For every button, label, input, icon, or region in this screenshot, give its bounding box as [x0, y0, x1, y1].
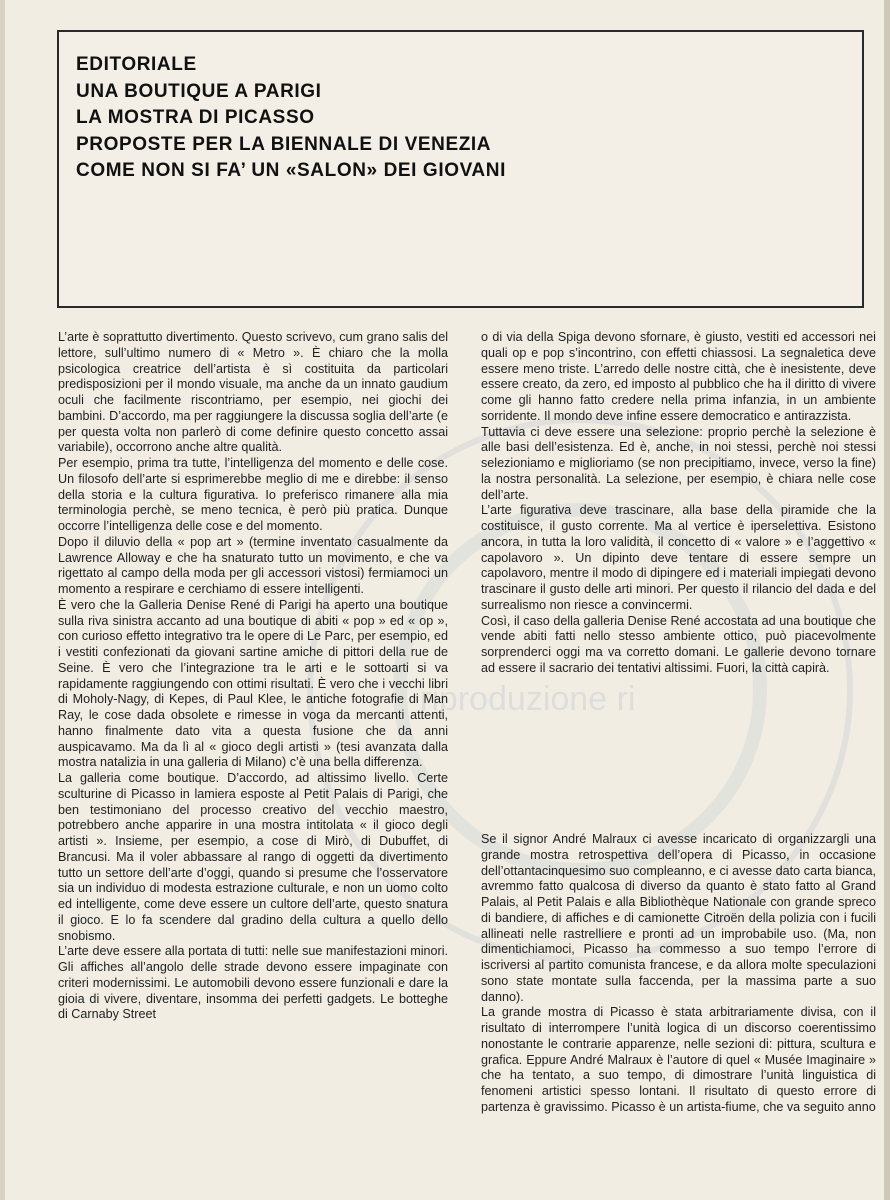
paragraph: Se il signor André Malraux ci avesse incaricato di organizzargli una grande mostra retrospettiva dell’opera di Picasso, in occasione dell’ottantacinquesimo suo compleanno, e ci avesse dato carta bianca, avremmo fatto qualcosa di diverso da quanto è stato fatto al Grand Palais, al Petit Palais e alla Bibliothèque Nationale con grande spreco di bandiere, di affiches e di camionette Citroën della polizia con i fucili allineati nelle rastrelliere e pronti ad un improbabile uso. (Ma, non dimentichiamoci, Picasso ha commesso a suo tempo l’errore di iscriversi al partito comunista francese, e da allora molte speculazioni sono state montate sulla faccenda, per la massima parte a suo danno). — [481, 832, 876, 1004]
title-line: LA MOSTRA DI PICASSO — [76, 107, 315, 128]
paragraph: L’arte figurativa deve trascinare, alla base della piramide che la costituisce, il gusto corrente. Ma al vertice è iperselettiva. Esistono ancora, in tutta la loro validità, il concetto di « valore » e l’aggettivo « capolavoro ». Un dipinto deve tentare di essere sempre un capolavoro, mentre il modo di dipingere ed i materiali impiegati devono trascinare il gusto delle arti minori. Per questo il rilancio del dada e del surrealismo non riesce a convincermi. — [481, 503, 876, 612]
paragraph: L’arte è soprattutto divertimento. Questo scrivevo, cum grano salis del lettore, sull’ultimo numero di « Metro ». È chiaro che la molla psicologica creatrice dell’artista è sì costituita da particolari predisposizioni per il mondo visuale, ma anche da un innato gaudium oculi che facilmente riscontriamo, per esempio, nei giochi dei bambini. D’accordo, ma per raggiungere la discussa soglia dell’arte (e per questa volta non parlerò di come definire questo concetto assai variabile), occorrono anche altre qualità. — [58, 330, 448, 455]
title-lines — [76, 52, 506, 185]
title-line: UNA BOUTIQUE A PARIGI — [76, 80, 322, 102]
title-line: EDITORIALE — [76, 54, 197, 75]
paragraph: Per esempio, prima tra tutte, l’intelligenza del momento e delle cose. Un filosofo dell’arte si esprimerebbe meglio di me e direbbe: il senso della storia e la cultura figurativa. Io preferisco rimanere alla mia terminologia perchè, se meno tecnica, è però più pratica. Dunque occorre l’intelligenza delle cose e del momento. — [58, 456, 448, 533]
paragraph: Dopo il diluvio della « pop art » (termine inventato casualmente da Lawrence Alloway e che ha snaturato tutto un movimento, e che va rigettato al campo della moda per gli accessori vistosi) fermiamoci un momento a respirare e cerchiamo di essere intelligenti. — [58, 534, 448, 596]
watermark-text: riproduzione ri — [420, 680, 636, 718]
paragraph: La grande mostra di Picasso è stata arbitrariamente divisa, con il risultato di interrompere l’unità logica di un discorso coerentissimo nonostante le contrarie apparenze, nelle sezioni di: pittura, scultura e grafica. Eppure André Malraux è l’autore di quel « Musée Imaginaire » che ha tentato, a suo tempo, di dimostrare l’unità linguistica di fenomeni artistici spesso lontani. Il risultato di questo errore di partenza è gravissimo. Picasso è un artista-fiume, che va seguito anno — [481, 1005, 876, 1114]
title-line: COME NON SI FA’ UN «SALON» DEI GIOVANI — [76, 160, 506, 181]
paragraph: L’arte deve essere alla portata di tutti: nelle sue manifestazioni minori. Gli affiches all’angolo delle strade devono essere impaginate con criteri modernissimi. Le automobili devono essere funzionali e dare la gioia di vivere, diventare, insomma dei perfetti gadgets. Le botteghe di Carnaby Street — [58, 944, 448, 1022]
paragraph: È vero che la Galleria Denise René di Parigi ha aperto una boutique sulla riva sinistra accanto ad una boutique di abiti « pop » ed « op », con curioso effetto integrativo tra le opere di Le Parc, per esempio, ed i vestiti confezionati da giovani sartine amiche di pittori della rue de Seine. È vero che l’integrazione tra le arti e le sottoarti si va rapidamente raggiungendo con ottimi risultati. È vero che i vecchi libri di Moholy-Nagy, di Kepes, di Paul Klee, le antiche fotografie di Man Ray, le cose dada obsolete e rimesse in voga da mercanti attenti, hanno finalmente dato vita a questa fusione che da anni auspicavamo. Ma da lì al « gioco degli artisti » (tesi avanzata dalla mostra natalizia in una galleria di Milano) c’è una bella differenza. — [58, 597, 448, 770]
paragraph: Così, il caso della galleria Denise René accostata ad una boutique che vende abiti fatti nello stesso ambiente ottico, può piacevolmente sorprenderci oggi ma va corretto domani. Le gallerie devono tornare ad essere il sacrario dei tentativi altissimi. Fuori, la città capirà. — [481, 613, 876, 675]
article-left-column — [58, 330, 448, 1023]
article-right-column-top — [481, 330, 876, 677]
paragraph: Tuttavia ci deve essere una selezione: proprio perchè la selezione è alle basi dell’esistenza. Ed è, anche, in noi stessi, perchè noi stessi selezioniamo e miglioriamo (se non precipitiamo, invece, verso la fine) la nostra personalità. La selezione, per esempio, è chiara nelle cose dell’arte. — [481, 424, 876, 502]
title-box — [57, 30, 864, 308]
title-line: PROPOSTE PER LA BIENNALE DI VENEZIA — [76, 133, 492, 155]
paragraph: La galleria come boutique. D’accordo, ad altissimo livello. Certe sculturine di Picasso in lamiera esposte al Petit Palais di Parigi, che ben testimoniano del processo creativo del vecchio maestro, potrebbero anche apparire in una mostra intitolata « il gioco degli artisti ». Insieme, per esempio, a cose di Mirò, di Dubuffet, di Brancusi. Ma il voler abbassare al rango di oggetti da divertimento tutto un settore dell’arte d’oggi, quando si presume che l’osservatore sia un individuo di modesta estrazione culturale, e non un uomo colto ed intelligente, come deve essere un cultore dell’arte, questo snatura il gioco. E lo fa scendere dal gradino della cultura a quello dello snobismo. — [58, 771, 448, 943]
page-edge-left — [0, 0, 5, 1200]
article-right-column-bottom — [481, 832, 876, 1116]
paragraph: o di via della Spiga devono sfornare, è giusto, vestiti ed accessori nei quali op e pop s’incontrino, con effetti chiassosi. La segnaletica deve essere meno triste. L’arredo delle nostre città, che è inesistente, deve essere creato, da zero, ed imposto al pubblico che ha il diritto di vivere come gli hanno fatto credere nella prima infanzia, in un ambiente sorridente. Il mondo deve infine essere democratico e antirazzista. — [481, 330, 876, 423]
page-edge-right — [884, 0, 890, 1200]
